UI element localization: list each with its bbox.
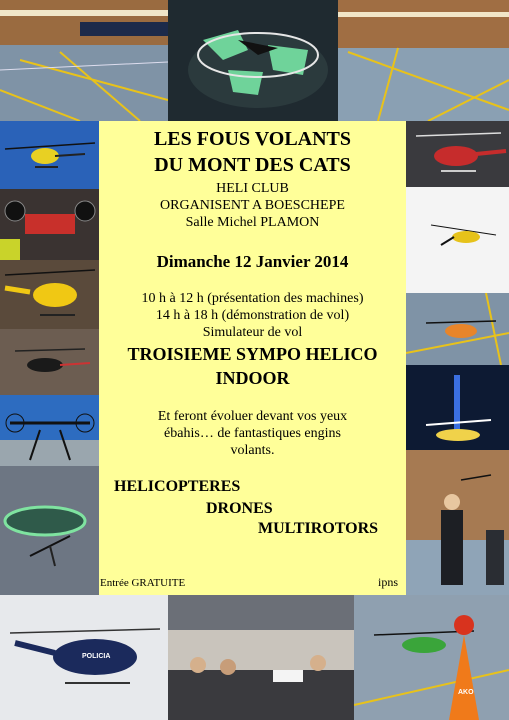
photo-yellow-heli-white-bg bbox=[406, 187, 509, 293]
photo-gym-hall-right bbox=[338, 0, 509, 121]
category-helicopters: HELICOPTERES bbox=[114, 478, 241, 495]
event-date: Dimanche 12 Janvier 2014 bbox=[156, 252, 349, 271]
photo-police-heli bbox=[0, 595, 168, 720]
photo-red-heli bbox=[406, 121, 509, 187]
schedule-line-3: Simulateur de vol bbox=[202, 325, 303, 340]
cone-label: AKO bbox=[458, 689, 474, 696]
printer-mark: ipns bbox=[378, 575, 399, 589]
category-multirotors: MULTIROTORS bbox=[258, 520, 379, 537]
description-line-2: ébahis… de fantastiques engins bbox=[164, 426, 341, 441]
photo-tower-lights bbox=[406, 365, 509, 450]
title-line-1: LES FOUS VOLANTS bbox=[153, 128, 352, 150]
schedule-line-1: 10 h à 12 h (présentation des machines) bbox=[141, 291, 364, 306]
schedule-line-2: 14 h à 18 h (démonstration de vol) bbox=[155, 308, 350, 323]
photo-gym-hall-left bbox=[0, 0, 168, 121]
photo-heli-landing-pad bbox=[0, 466, 99, 595]
photo-heli-cone bbox=[354, 595, 509, 720]
photo-yellow-heli bbox=[0, 260, 99, 329]
photo-drone-blue-hall bbox=[0, 395, 99, 466]
photo-heli-over-landing-pad bbox=[168, 0, 338, 121]
event-name-line-1: TROISIEME SYMPO HELICO bbox=[127, 344, 378, 364]
photo-black-heli bbox=[0, 329, 99, 395]
event-name-line-2: INDOOR bbox=[215, 368, 290, 388]
event-info-panel bbox=[99, 121, 406, 595]
description-line-3: volants. bbox=[230, 443, 275, 458]
category-drones: DRONES bbox=[206, 500, 273, 517]
photo-spectators-hall bbox=[406, 450, 509, 595]
police-heli-label: POLICIA bbox=[82, 653, 111, 660]
title-line-2: DU MONT DES CATS bbox=[154, 154, 351, 176]
photo-yellow-heli-blue-bg bbox=[0, 121, 99, 189]
photo-orange-heli-court bbox=[406, 293, 509, 365]
description-line-1: Et feront évoluer devant vos yeux bbox=[157, 409, 348, 424]
subtitle-line-2: ORGANISENT A BOESCHEPE bbox=[160, 198, 345, 213]
subtitle-line-3: Salle Michel PLAMON bbox=[185, 215, 320, 230]
entry-free-label: Entrée GRATUITE bbox=[100, 577, 186, 589]
photo-multirotor-drone bbox=[0, 189, 99, 260]
photo-crowd-hall bbox=[168, 595, 354, 720]
subtitle-line-1: HELI CLUB bbox=[216, 181, 289, 196]
